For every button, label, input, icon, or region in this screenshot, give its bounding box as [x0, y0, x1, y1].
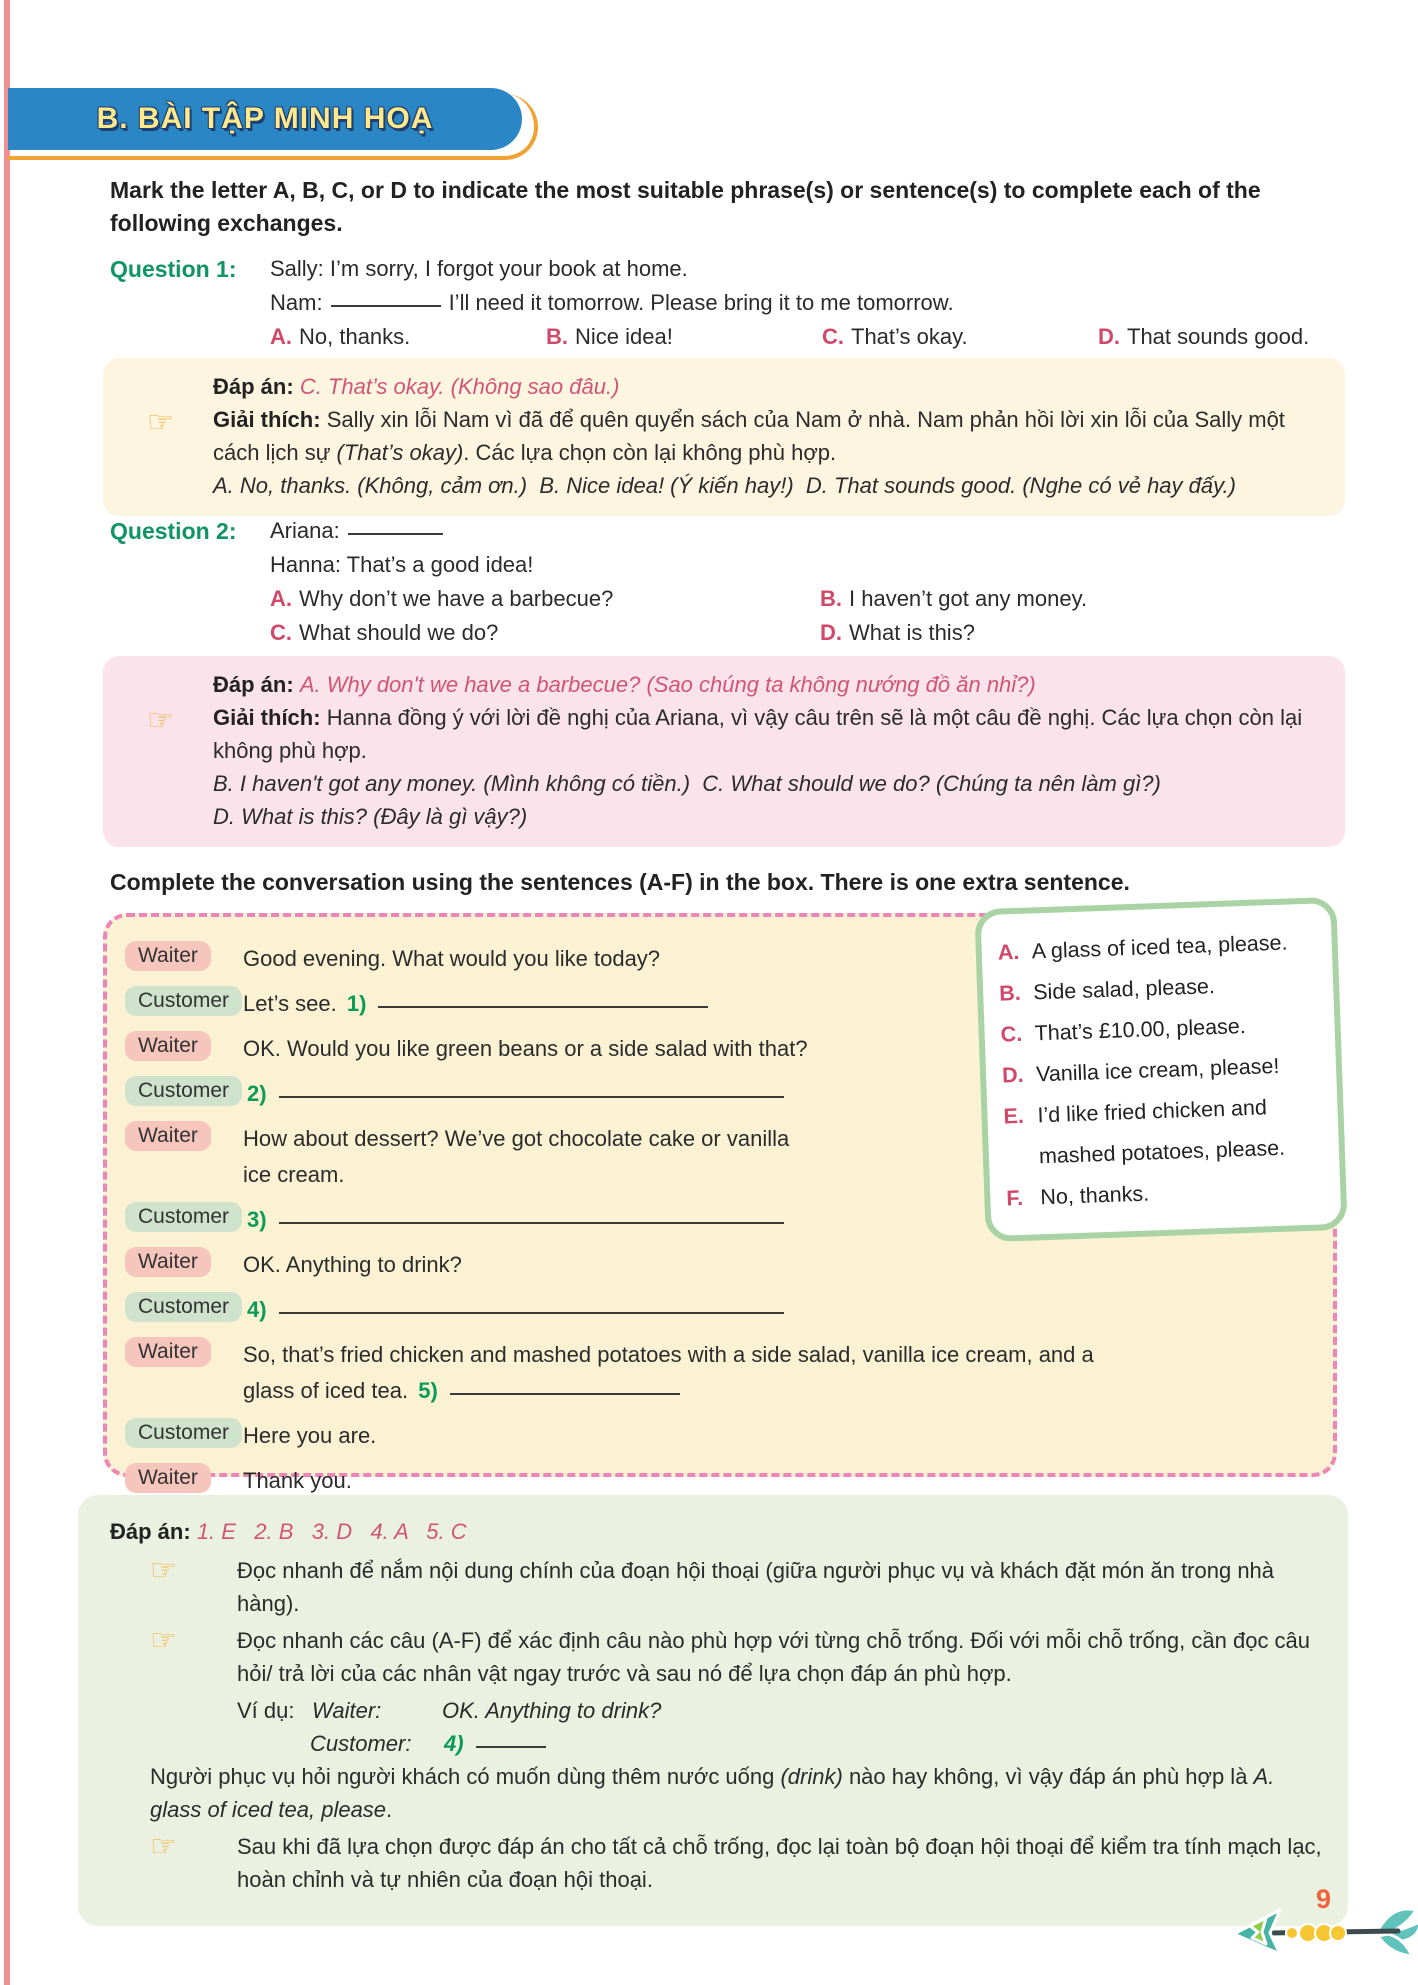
- result-box: [78, 1495, 1348, 1926]
- option-b: B. Nice idea!: [546, 324, 673, 349]
- page-spine-line: [4, 0, 10, 1985]
- speaker-pill-waiter: Waiter: [125, 1463, 211, 1493]
- dialogue-text: OK. Anything to drink?: [243, 1252, 462, 1277]
- speaker-pill-waiter: Waiter: [125, 1121, 211, 1151]
- conversation-row: [125, 1418, 1313, 1454]
- example-customer-line: Customer: 4): [150, 1727, 1328, 1760]
- instruction-text: Mark the letter A, B, C, or D to indicate the most suitable phrase(s) or sentence(s) to complete each of the following exchanges.: [110, 177, 1261, 236]
- question-2-label: Question 2:: [110, 518, 237, 544]
- answer-line: Đáp án: C. That’s okay. (Không sao đâu.): [213, 374, 620, 399]
- question-2: [110, 514, 1400, 650]
- speaker-pill-waiter: Waiter: [125, 941, 211, 971]
- sentence-option-f: F. No, thanks.: [1005, 1181, 1150, 1211]
- sentence-options-box: [974, 897, 1347, 1242]
- answer-blank: [279, 1209, 784, 1224]
- result-bullet: ☞ Sau khi đã lựa chọn được đáp án cho tất cả chỗ trống, đọc lại toàn bộ đoạn hội thoại để kiểm tra tính mạch lạc, hoàn chỉnh và tự nhiên của đoạn hội thoại.: [150, 1830, 1322, 1892]
- answer-blank: [348, 520, 443, 535]
- speaker-pill-waiter: Waiter: [125, 1031, 211, 1061]
- question-1-content: [270, 252, 1400, 354]
- conversation-row: [125, 1292, 1313, 1328]
- example-block: [110, 1694, 1328, 1826]
- dialogue-text: OK. Would you like green beans or a side salad with that?: [243, 1036, 808, 1061]
- other-options-note: D. What is this? (Đây là gì vậy?): [213, 804, 528, 829]
- question-1-answer-box: [103, 358, 1345, 516]
- answer-blank: [450, 1380, 680, 1395]
- dialogue-text: [243, 1076, 1003, 1112]
- dialogue-text: Thank you.: [243, 1468, 352, 1493]
- dialogue-text: Good evening. What would you like today?: [243, 946, 661, 971]
- dialogue-text: Here you are.: [243, 1423, 377, 1448]
- other-options-note: A. No, thanks. (Không, cảm ơn.) B. Nice idea! (Ý kiến hay!) D. That sounds good. (Nghe có vẻ hay đấy.): [213, 473, 1236, 498]
- pointing-hand-icon: ☞: [150, 1624, 177, 1657]
- dialogue-text: So, that’s fried chicken and mashed potatoes with a side salad, vanilla ice cream, and a glass of iced tea. 5): [243, 1342, 1094, 1403]
- options-row: [270, 320, 1400, 354]
- dialogue-line: Nam: I’ll need it tomorrow. Please bring it to me tomorrow.: [270, 290, 954, 315]
- speaker-pill-customer: Customer: [125, 1418, 242, 1448]
- speaker-pill-customer: Customer: [125, 1202, 242, 1232]
- blank-number: 4): [444, 1731, 464, 1756]
- example-waiter-line: Ví dụ: Waiter: OK. Anything to drink?: [237, 1698, 662, 1723]
- blank-number: 2): [247, 1081, 267, 1106]
- options-row: [270, 616, 1400, 650]
- speaker-pill-waiter: Waiter: [125, 1247, 211, 1277]
- explanation: Giải thích: Hanna đồng ý với lời đề nghị của Ariana, vì vậy câu trên sẽ là một câu đề nghị. Các lựa chọn còn lại không phù hợp.: [213, 705, 1303, 763]
- answer-line: Đáp án: A. Why don't we have a barbecue? (Sao chúng ta không nướng đồ ăn nhỉ?): [213, 672, 1036, 697]
- option-d: D. What is this?: [820, 620, 975, 645]
- question-2-answer-box: [103, 656, 1345, 847]
- option-a: A. Why don’t we have a barbecue?: [270, 586, 614, 611]
- dialogue-text: [243, 1202, 1003, 1238]
- dialogue-line: Sally: I’m sorry, I forgot your book at home.: [270, 256, 688, 281]
- conversation-instruction: Complete the conversation using the sentences (A-F) in the box. There is one extra sentence.: [110, 869, 1130, 895]
- answer-blank: [279, 1299, 784, 1314]
- blank-number: 4): [247, 1297, 267, 1322]
- blank-number: 3): [247, 1207, 267, 1232]
- option-c: C. What should we do?: [270, 620, 499, 645]
- pointing-hand-icon: ☞: [150, 1554, 177, 1587]
- answer-blank: [279, 1083, 784, 1098]
- option-d: D. That sounds good.: [1098, 324, 1310, 349]
- blank-number: 5): [418, 1378, 438, 1403]
- example-note: Người phục vụ hỏi người khách có muốn dùng thêm nước uống (drink) nào hay không, vì vậy đáp án phù hợp là A. glass of iced tea, please.: [150, 1764, 1275, 1822]
- section-title: B. BÀI TẬP MINH HOẠ: [96, 102, 434, 135]
- dialogue-text: How about dessert? We’ve got chocolate cake or vanilla ice cream.: [243, 1126, 790, 1187]
- dialogue-line: Hanna: That’s a good idea!: [270, 552, 534, 577]
- dialogue-text: Let’s see. 1): [243, 986, 1003, 1022]
- sentence-option-c: C. That’s £10.00, please.: [1000, 1014, 1247, 1047]
- option-a: A. No, thanks.: [270, 324, 411, 349]
- pointing-hand-icon: ☞: [150, 1830, 177, 1863]
- question-1: [110, 252, 1400, 354]
- dialogue-text: [243, 1292, 1003, 1328]
- conversation-row: [125, 1247, 1313, 1283]
- dialogue-line: Ariana:: [270, 514, 1400, 548]
- answer-blank: [331, 292, 441, 307]
- other-options-note: B. I haven't got any money. (Mình không có tiền.) C. What should we do? (Chúng ta nên làm gì?): [213, 771, 1161, 796]
- pointing-hand-icon: ☞: [147, 406, 174, 439]
- answer-blank: [476, 1733, 546, 1748]
- question-1-label: Question 1:: [110, 256, 237, 282]
- explanation: Giải thích: Sally xin lỗi Nam vì đã để quên quyển sách của Nam ở nhà. Nam phản hồi lời xin lỗi của Sally một cách lịch sự (That’s okay). Các lựa chọn còn lại không phù hợp.: [213, 407, 1285, 465]
- result-answer-line: Đáp án: 1. E 2. B 3. D 4. A 5. C: [110, 1519, 467, 1544]
- result-bullet: ☞ Đọc nhanh để nắm nội dung chính của đoạn hội thoại (giữa người phục vụ và khách đặt món ăn trong nhà hàng).: [150, 1554, 1275, 1616]
- blank-number: 1): [346, 991, 367, 1016]
- conversation-row: [125, 1463, 1313, 1499]
- result-bullet: ☞ Đọc nhanh các câu (A-F) để xác định câu nào phù hợp với từng chỗ trống. Đối với mỗi chỗ trống, cần đọc câu hỏi/ trả lời của các nhân vật ngay trước và sau nó để lựa chọn đáp án phù hợp.: [150, 1624, 1311, 1686]
- conversation-row: [125, 1337, 1313, 1409]
- sentence-option-a: A. A glass of iced tea, please.: [997, 930, 1288, 965]
- option-c: C. That’s okay.: [822, 324, 968, 349]
- speaker-pill-customer: Customer: [125, 1076, 242, 1106]
- sentence-option-d: D. Vanilla ice cream, please!: [1001, 1053, 1280, 1088]
- speaker-pill-customer: Customer: [125, 986, 242, 1016]
- speaker-pill-customer: Customer: [125, 1292, 242, 1322]
- answer-blank: [378, 993, 708, 1008]
- page-number: 9: [1316, 1884, 1332, 1914]
- pointing-hand-icon: ☞: [147, 704, 174, 737]
- section-banner: [8, 88, 522, 150]
- options-row: [270, 582, 1400, 616]
- sentence-option-e: E. I’d like fried chicken and mashed potatoes, please.: [1003, 1095, 1286, 1169]
- question-2-content: [270, 514, 1400, 650]
- speaker-pill-waiter: Waiter: [125, 1337, 211, 1367]
- sentence-option-b: B. Side salad, please.: [998, 974, 1216, 1006]
- option-b: B. I haven’t got any money.: [820, 586, 1088, 611]
